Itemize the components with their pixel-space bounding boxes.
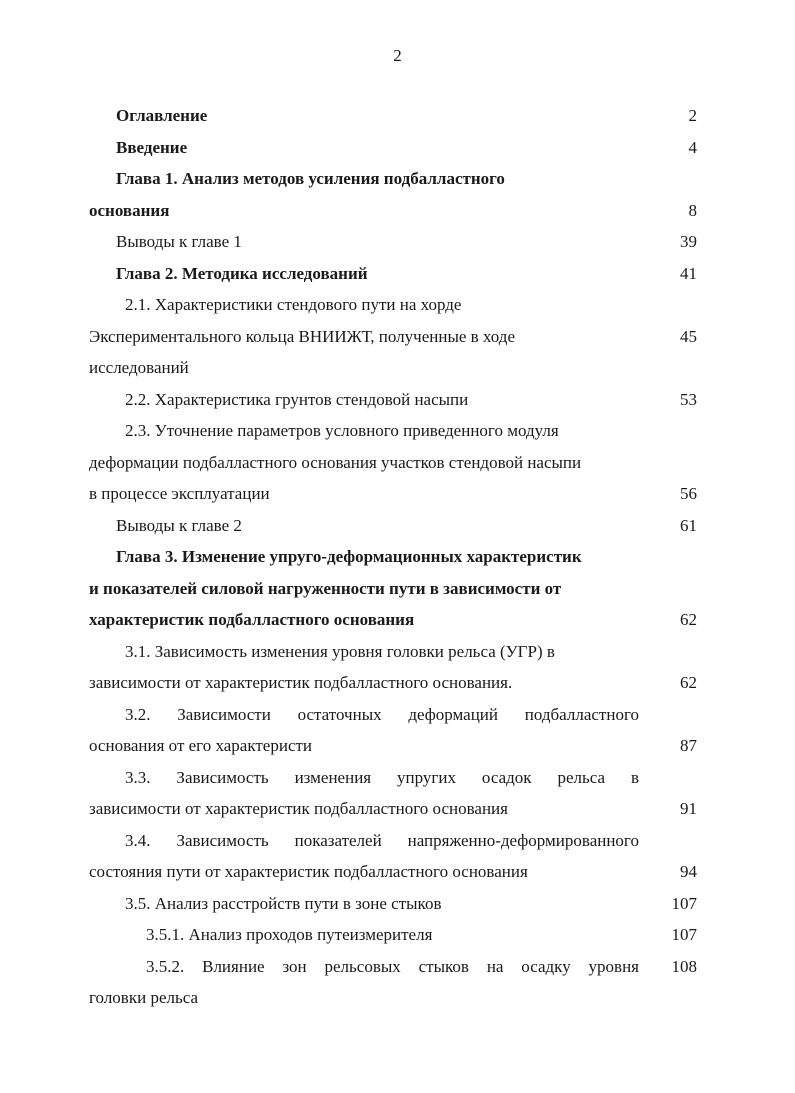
toc-entry-chapter-3: [89, 541, 697, 573]
toc-entry-intro: [89, 132, 697, 164]
toc-entry-title: Глава 2. Методика исследований: [116, 263, 368, 283]
toc-entry-contents: [89, 100, 697, 132]
toc-entry-section-2-1-cont: [89, 321, 697, 353]
toc-entry-title: 2.2. Характеристика грунтов стендовой насыпи: [125, 389, 469, 409]
toc-entry-title-line: деформации подбалластного основания участков стендовой насыпи: [89, 452, 582, 472]
toc-entry-section-3-4: [89, 825, 697, 857]
toc-entry-section-3-3-cont: [89, 793, 697, 825]
toc-entry-section-3-2-cont: [89, 730, 697, 762]
toc-entry-title: Введение: [116, 137, 188, 157]
toc-entry-section-3-2: [89, 699, 697, 731]
toc-entry-title-line: 3.5.2. Влияние зон рельсовых стыков на осадку уровня: [146, 956, 639, 976]
toc-entry-chapter-3-cont: [89, 604, 697, 636]
toc-entry-title-line: в процессе эксплуатации: [89, 484, 270, 503]
toc-entry-page: 45: [680, 326, 697, 346]
toc-entry-chapter-3-cont: [89, 573, 697, 605]
toc-entry-section-3-3: [89, 762, 697, 794]
toc-entry-page: 107: [671, 925, 697, 944]
toc-entry-title: 3.5.1. Анализ проходов путеизмерителя: [146, 925, 433, 944]
toc-entry-chapter-1: [89, 163, 697, 195]
toc-entry-page: 94: [680, 862, 697, 881]
toc-entry-title-line: 2.3. Уточнение параметров условного приведенного модуля: [125, 421, 559, 440]
toc-entry-chapter-1-conclusions: [89, 226, 697, 258]
toc-entry-title-line: Экспериментального кольца ВНИИЖТ, полученные в ходе: [89, 326, 516, 346]
toc-entry-page: 107: [671, 893, 697, 913]
toc-entry-section-3-5-1: [89, 919, 697, 951]
toc-entry-section-2-3-cont: [89, 447, 697, 479]
toc-entry-title: Выводы к главе 2: [116, 515, 242, 535]
toc-entry-title: Выводы к главе 1: [116, 232, 242, 251]
toc-entry-title-line: 3.1. Зависимость изменения уровня головки рельса (УГР) в: [125, 641, 555, 661]
toc-entry-title-line: характеристик подбалластного основания: [89, 610, 415, 629]
toc-entry-chapter-2: [89, 258, 697, 290]
toc-entry-title-line: основания: [89, 200, 170, 220]
toc-entry-page: 2: [688, 106, 697, 125]
page-number: 2: [393, 46, 402, 65]
table-of-contents: [89, 100, 697, 1014]
toc-entry-page: 56: [680, 484, 697, 503]
toc-entry-title: 3.5. Анализ расстройств пути в зоне стыков: [125, 893, 442, 913]
toc-entry-page: 39: [680, 232, 697, 251]
toc-entry-section-3-1-cont: [89, 667, 697, 699]
toc-entry-page: 4: [688, 137, 697, 157]
toc-entry-title-line: зависимости от характеристик подбалластного основания: [89, 799, 508, 818]
toc-entry-section-3-1: [89, 636, 697, 668]
toc-entry-title-line: 3.3. Зависимость изменения упругих осадок рельса в: [125, 767, 639, 787]
toc-entry-section-2-2: [89, 384, 697, 416]
toc-entry-section-2-1: [89, 289, 697, 321]
toc-entry-title-line: Глава 1. Анализ методов усиления подбалластного: [116, 169, 505, 188]
toc-entry-title-line: и показателей силовой нагруженности пути в зависимости от: [89, 578, 562, 598]
toc-entry-title-line: 3.2. Зависимости остаточных деформаций подбалластного: [125, 704, 639, 724]
toc-entry-section-3-5-2-cont: [89, 982, 697, 1014]
toc-entry-page: 41: [680, 263, 697, 283]
toc-entry-page: 62: [680, 610, 697, 629]
toc-entry-page: 87: [680, 736, 697, 755]
toc-entry-section-3-5: [89, 888, 697, 920]
toc-entry-title-line: состояния пути от характеристик подбалластного основания: [89, 862, 528, 881]
toc-entry-section-2-3: [89, 415, 697, 447]
toc-entry-page: 53: [680, 389, 697, 409]
toc-entry-title: Оглавление: [116, 106, 208, 125]
toc-entry-section-3-5-2: [89, 951, 697, 983]
toc-entry-page: 61: [680, 515, 697, 535]
toc-entry-title-line: зависимости от характеристик подбалластного основания.: [89, 673, 513, 692]
toc-entry-page: 108: [671, 956, 697, 976]
toc-entry-section-2-3-cont: [89, 478, 697, 510]
toc-entry-page: 8: [688, 200, 697, 220]
toc-entry-title-line: Глава 3. Изменение упруго-деформационных характеристик: [116, 547, 582, 566]
toc-entry-page: 91: [680, 799, 697, 818]
toc-entry-section-2-1-cont: [89, 352, 697, 384]
toc-entry-title-line: 3.4. Зависимость показателей напряженно-деформированного: [125, 830, 639, 850]
toc-entry-title-line: исследований: [89, 358, 189, 377]
toc-entry-title-line: головки рельса: [89, 988, 199, 1007]
toc-entry-page: 62: [680, 673, 697, 692]
toc-entry-chapter-1-cont: [89, 195, 697, 227]
toc-entry-title-line: основания от его характеристи: [89, 736, 313, 755]
toc-entry-title-line: 2.1. Характеристики стендового пути на хорде: [125, 295, 462, 314]
toc-entry-chapter-2-conclusions: [89, 510, 697, 542]
toc-entry-section-3-4-cont: [89, 856, 697, 888]
